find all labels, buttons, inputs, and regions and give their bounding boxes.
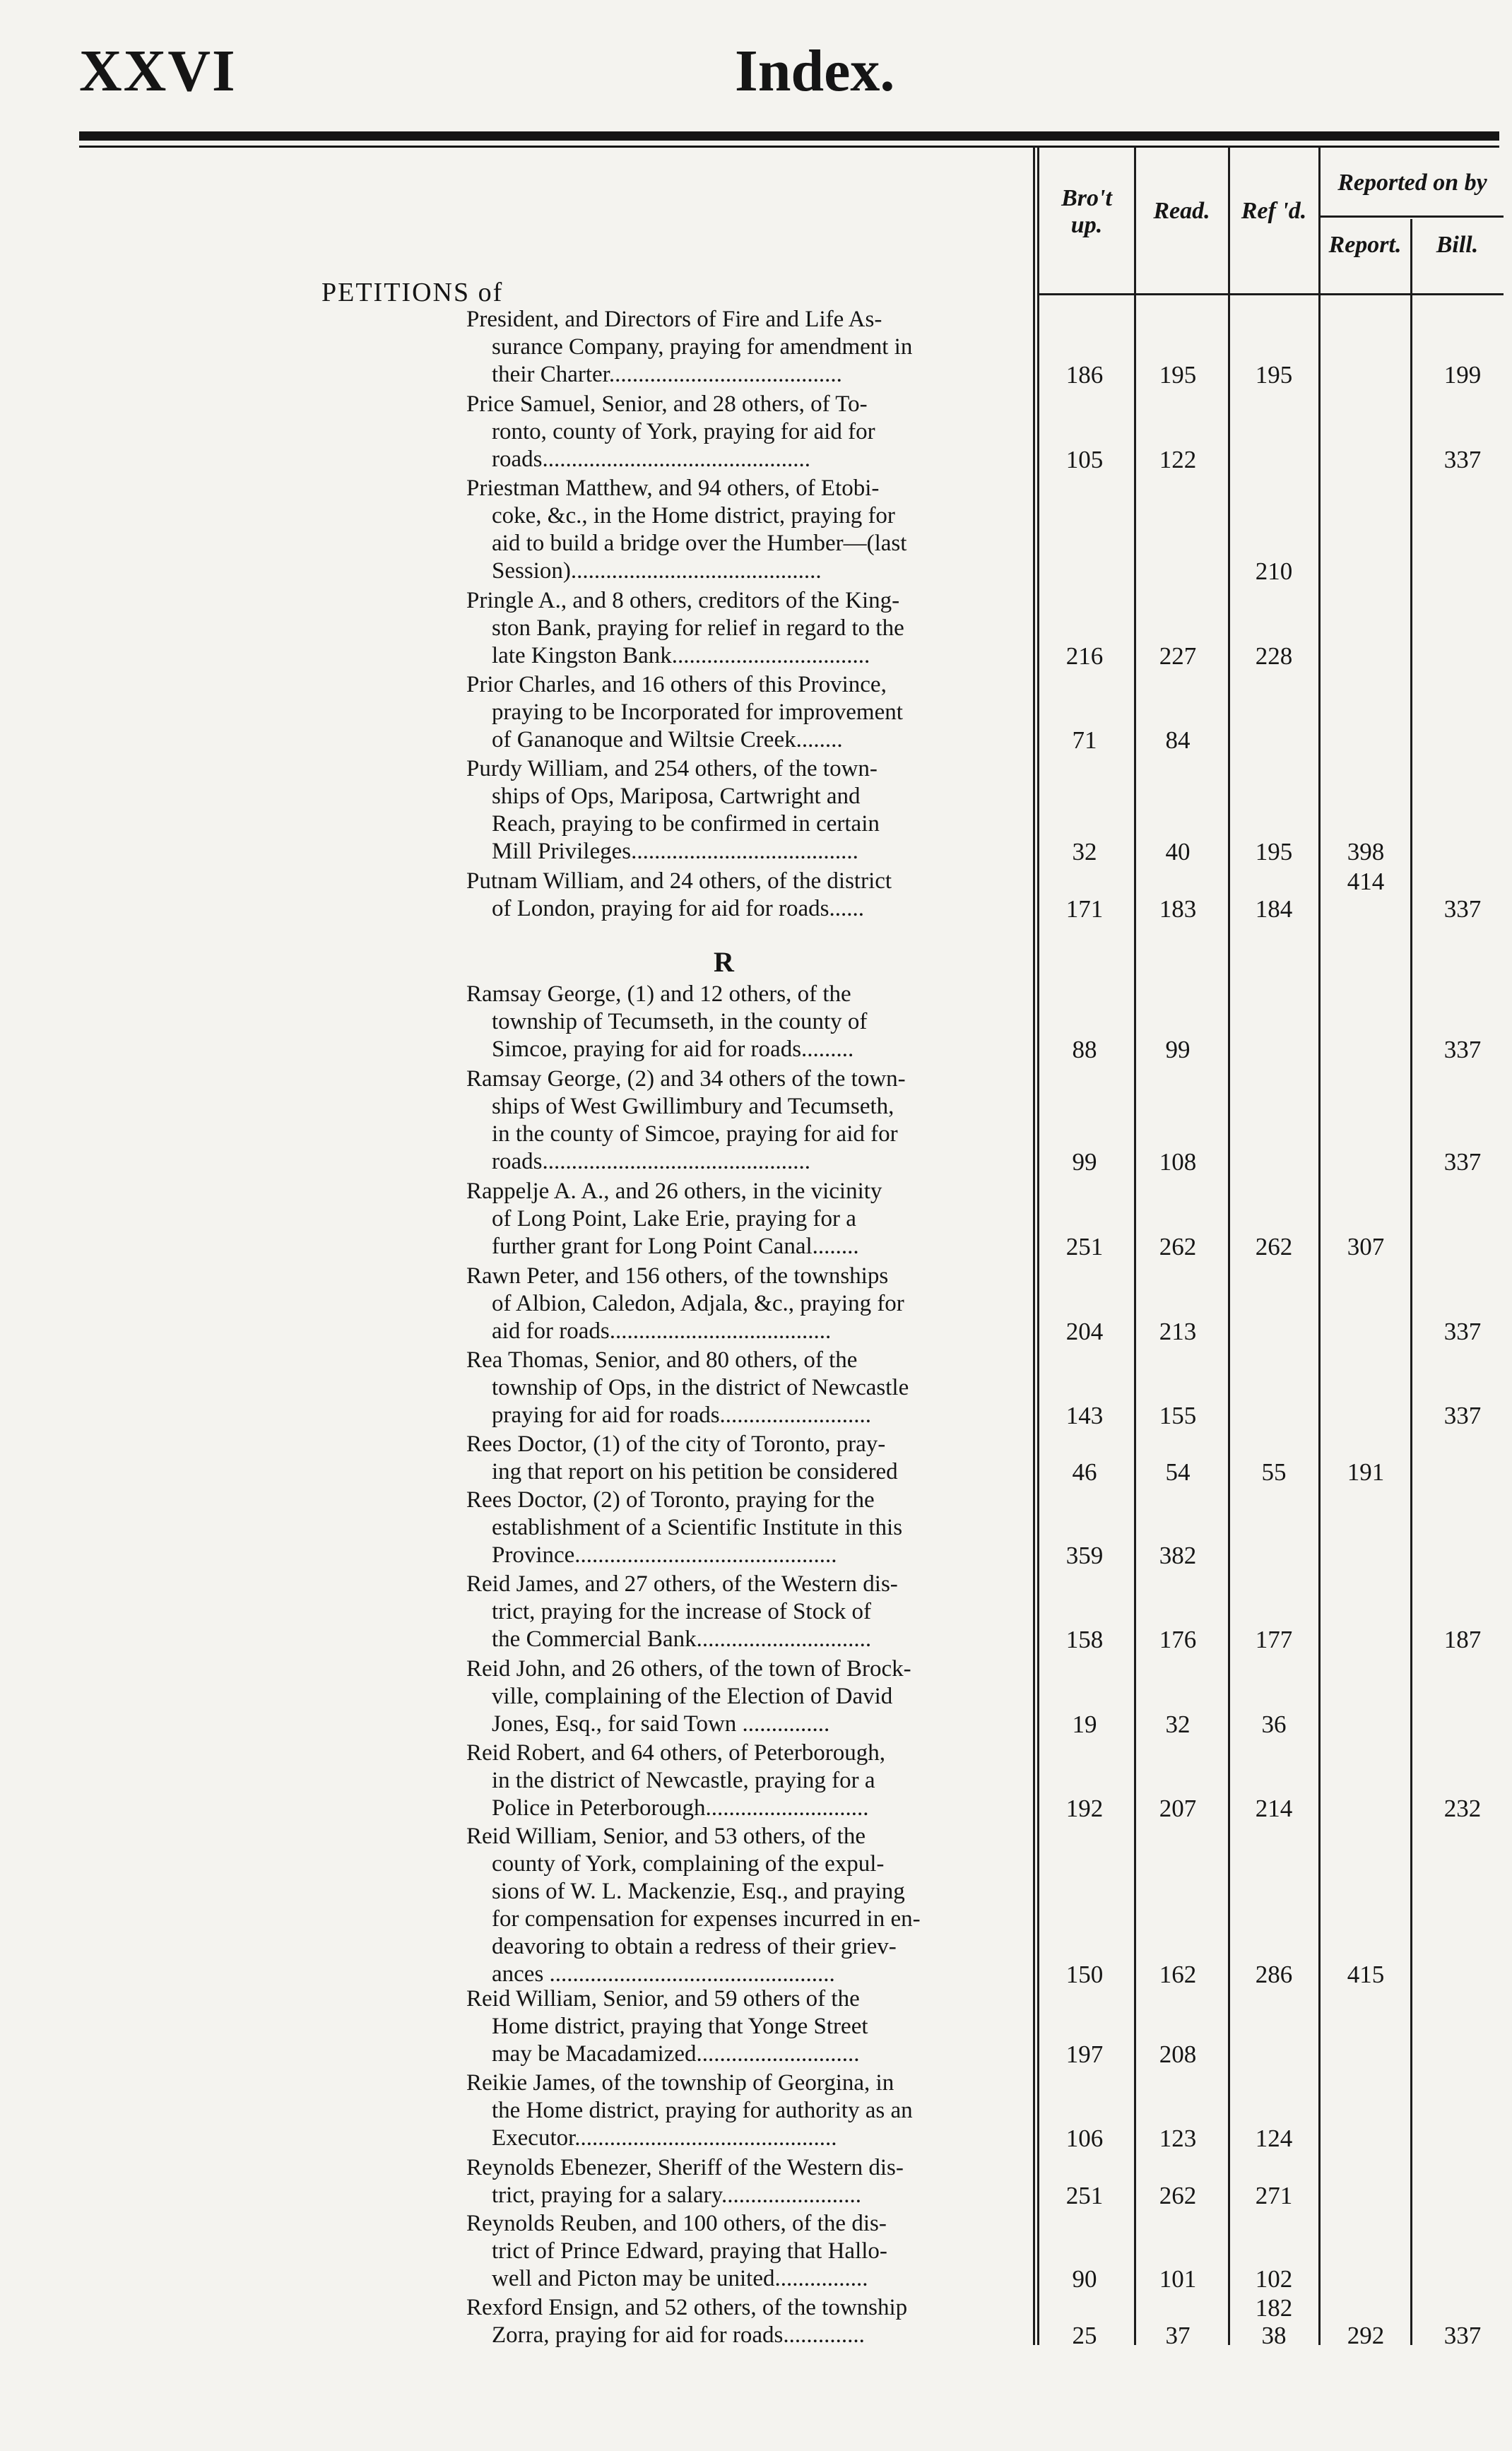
entry-text bbox=[466, 1347, 1024, 1429]
entry-text bbox=[466, 981, 1024, 1063]
value-bill: 187 bbox=[1443, 1626, 1482, 1653]
entry-line: Rexford Ensign, and 52 others, of the township bbox=[466, 2295, 908, 2320]
entry-line: Rawn Peter, and 156 others, of the townships bbox=[466, 1263, 889, 1289]
value-bill: 337 bbox=[1443, 1148, 1482, 1176]
entry-line: Mill Privileges....................................... bbox=[492, 839, 858, 864]
col-head-read: Read. bbox=[1153, 198, 1210, 224]
value-brot: 251 bbox=[1065, 1233, 1104, 1260]
entry-line: of London, praying for aid for roads...... bbox=[492, 896, 864, 921]
col-head-report: Report. bbox=[1328, 232, 1402, 258]
entry-text bbox=[466, 475, 1024, 585]
value-brot: 192 bbox=[1065, 1795, 1104, 1822]
value-read: 123 bbox=[1159, 2125, 1197, 2152]
value-read: 183 bbox=[1159, 895, 1197, 923]
entry-line: roads.............................................. bbox=[492, 1149, 810, 1174]
entry-line: praying to be Incorporated for improvement bbox=[492, 699, 903, 725]
entry-line: Reid Robert, and 64 others, of Peterborough, bbox=[466, 1740, 885, 1766]
entry-line: county of York, complaining of the expul- bbox=[492, 1851, 885, 1877]
value-refd: 184 bbox=[1255, 895, 1293, 923]
header-rule-thin bbox=[79, 146, 1499, 148]
entry-line: Ramsay George, (2) and 34 others of the town- bbox=[466, 1066, 906, 1092]
entry-line: Simcoe, praying for aid for roads......... bbox=[492, 1036, 854, 1062]
value-read: 195 bbox=[1159, 361, 1197, 389]
entry-line: deavoring to obtain a redress of their griev- bbox=[492, 1934, 897, 1959]
entry-line: well and Picton may be united................ bbox=[492, 2266, 868, 2291]
value-read: 99 bbox=[1165, 1036, 1191, 1063]
page-number: XXVI bbox=[79, 38, 237, 104]
entry-line: Priestman Matthew, and 94 others, of Etobi- bbox=[466, 476, 880, 501]
column-rule-read bbox=[1228, 146, 1230, 2345]
value-bill: 337 bbox=[1443, 2322, 1482, 2349]
value-read: 155 bbox=[1159, 1402, 1197, 1429]
entry-line: late Kingston Bank.................................. bbox=[492, 643, 870, 668]
entry-line: in the district of Newcastle, praying for a bbox=[492, 1768, 875, 1793]
letter-heading: R bbox=[714, 946, 734, 978]
value-refd: 195 bbox=[1255, 838, 1293, 866]
value-report: 398 bbox=[1347, 838, 1385, 866]
entry-line: Rees Doctor, (1) of the city of Toronto, pray- bbox=[466, 1431, 886, 1457]
entry-line: the Home district, praying for authority as an bbox=[492, 2098, 913, 2123]
value-brot: 99 bbox=[1072, 1148, 1097, 1176]
entry-text bbox=[466, 1655, 1024, 1738]
entry-text bbox=[466, 2154, 1024, 2209]
value-read: 208 bbox=[1159, 2040, 1197, 2068]
value-refd: 228 bbox=[1255, 642, 1293, 670]
entry-line: of Albion, Caledon, Adjala, &c., praying for bbox=[492, 1291, 904, 1316]
entry-text bbox=[466, 1263, 1024, 1345]
value-bill: 337 bbox=[1443, 1402, 1482, 1429]
value-bill: 337 bbox=[1443, 446, 1482, 473]
column-rule-text-2 bbox=[1037, 146, 1039, 2345]
entry-line: Reid William, Senior, and 53 others, of the bbox=[466, 1824, 866, 1849]
value-read: 32 bbox=[1165, 1711, 1191, 1738]
column-rule-refd bbox=[1318, 146, 1321, 2345]
entry-text bbox=[466, 1985, 1024, 2068]
value-bill: 232 bbox=[1443, 1795, 1482, 1822]
value-brot: 25 bbox=[1072, 2322, 1097, 2349]
col-head-brot: Bro't up. bbox=[1061, 185, 1112, 238]
value-bill: 337 bbox=[1443, 895, 1482, 923]
entry-line: Reid James, and 27 others, of the Western dis- bbox=[466, 1571, 898, 1597]
value-brot: 197 bbox=[1065, 2040, 1104, 2068]
value-read: 207 bbox=[1159, 1795, 1197, 1822]
entry-line: Jones, Esq., for said Town ............... bbox=[492, 1711, 830, 1737]
entry-line: coke, &c., in the Home district, praying for bbox=[492, 503, 895, 528]
value-bill: 199 bbox=[1443, 361, 1482, 389]
entry-line: surance Company, praying for amendment in bbox=[492, 334, 913, 360]
entry-line: Police in Peterborough............................ bbox=[492, 1795, 869, 1821]
entry-line: of Gananoque and Wiltsie Creek........ bbox=[492, 727, 843, 752]
entry-line: Reid William, Senior, and 59 others of the bbox=[466, 1986, 860, 2012]
col-head-reported: Reported on by bbox=[1337, 170, 1487, 196]
entry-line: Executor............................................. bbox=[492, 2125, 837, 2151]
entry-line: ronto, county of York, praying for aid for bbox=[492, 419, 875, 444]
value-read: 176 bbox=[1159, 1626, 1197, 1653]
entry-line: further grant for Long Point Canal........ bbox=[492, 1234, 859, 1259]
value-read: 40 bbox=[1165, 838, 1191, 866]
entry-text bbox=[466, 868, 1024, 923]
value-bill: 337 bbox=[1443, 1036, 1482, 1063]
entry-line: trict of Prince Edward, praying that Hallo- bbox=[492, 2238, 887, 2264]
entry-line: Putnam William, and 24 others, of the district bbox=[466, 868, 892, 894]
entry-line: Session)........................................... bbox=[492, 558, 822, 584]
value-refd: 177 bbox=[1255, 1626, 1293, 1653]
value-brot: 105 bbox=[1065, 446, 1104, 473]
entry-text bbox=[466, 1431, 1024, 1486]
entry-line: ing that report on his petition be considered bbox=[492, 1459, 898, 1484]
entry-line: ston Bank, praying for relief in regard to the bbox=[492, 615, 904, 641]
entry-line: President, and Directors of Fire and Life As- bbox=[466, 307, 882, 332]
value-refd: 124 bbox=[1255, 2125, 1293, 2152]
entry-line: Zorra, praying for aid for roads.............. bbox=[492, 2322, 865, 2348]
value-read: 108 bbox=[1159, 1148, 1197, 1176]
entry-line: Prior Charles, and 16 others of this Province, bbox=[466, 672, 887, 697]
entry-line: trict, praying for a salary........................ bbox=[492, 2183, 861, 2208]
value-report: 414 bbox=[1347, 868, 1385, 895]
col-head-refd: Ref 'd. bbox=[1241, 198, 1307, 224]
value-bill: 337 bbox=[1443, 1318, 1482, 1345]
entry-line: aid to build a bridge over the Humber—(last bbox=[492, 531, 907, 556]
entry-line: establishment of a Scientific Institute in this bbox=[492, 1515, 903, 1540]
column-rule-text bbox=[1033, 146, 1035, 2345]
header-bottom-rule bbox=[1037, 293, 1504, 295]
value-read: 382 bbox=[1159, 1542, 1197, 1569]
value-refd-second: 38 bbox=[1261, 2322, 1287, 2349]
value-brot: 251 bbox=[1065, 2182, 1104, 2209]
value-brot: 186 bbox=[1065, 361, 1104, 389]
entry-line: Ramsay George, (1) and 12 others, of the bbox=[466, 981, 851, 1007]
value-read: 84 bbox=[1165, 726, 1191, 754]
entry-text bbox=[466, 2294, 1024, 2349]
value-read: 213 bbox=[1159, 1318, 1197, 1345]
entry-line: township of Tecumseth, in the county of bbox=[492, 1009, 868, 1034]
entry-line: Reach, praying to be confirmed in certain bbox=[492, 811, 880, 837]
value-brot: 32 bbox=[1072, 838, 1097, 866]
entry-text bbox=[466, 306, 1024, 389]
value-read: 101 bbox=[1159, 2265, 1197, 2293]
entry-line: Price Samuel, Senior, and 28 others, of To- bbox=[466, 391, 868, 417]
entry-line: sions of W. L. Mackenzie, Esq., and praying bbox=[492, 1879, 905, 1904]
value-report: 415 bbox=[1347, 1961, 1385, 1988]
entry-text bbox=[466, 2210, 1024, 2293]
header-rule-thick bbox=[79, 131, 1499, 141]
value-refd: 182 bbox=[1255, 2294, 1293, 2322]
value-brot: 90 bbox=[1072, 2265, 1097, 2293]
value-read: 54 bbox=[1165, 1458, 1191, 1486]
entry-line: the Commercial Bank.............................. bbox=[492, 1626, 872, 1652]
value-refd: 286 bbox=[1255, 1961, 1293, 1988]
value-refd: 214 bbox=[1255, 1795, 1293, 1822]
entry-line: trict, praying for the increase of Stock of bbox=[492, 1599, 871, 1624]
entry-line: Reynolds Reuben, and 100 others, of the dis- bbox=[466, 2211, 887, 2236]
entry-text bbox=[466, 1487, 1024, 1569]
value-read: 122 bbox=[1159, 446, 1197, 473]
value-refd: 210 bbox=[1255, 557, 1293, 585]
entry-line: Province............................................. bbox=[492, 1542, 837, 1568]
entry-line: Reynolds Ebenezer, Sheriff of the Western dis- bbox=[466, 2155, 904, 2180]
column-rule-brot bbox=[1134, 146, 1136, 2345]
entry-line: praying for aid for roads.......................... bbox=[492, 1402, 872, 1428]
value-refd: 102 bbox=[1255, 2265, 1293, 2293]
value-refd: 36 bbox=[1261, 1711, 1287, 1738]
section-label: PETITIONS of bbox=[321, 278, 504, 307]
entry-text bbox=[466, 1823, 1024, 1988]
entry-line: in the county of Simcoe, praying for aid for bbox=[492, 1121, 898, 1147]
entry-line: ville, complaining of the Election of David bbox=[492, 1684, 893, 1709]
value-brot: 143 bbox=[1065, 1402, 1104, 1429]
entry-line: Rees Doctor, (2) of Toronto, praying for the bbox=[466, 1487, 875, 1513]
entry-line: Rappelje A. A., and 26 others, in the vicinity bbox=[466, 1179, 882, 1204]
value-read: 162 bbox=[1159, 1961, 1197, 1988]
value-refd: 195 bbox=[1255, 361, 1293, 389]
entry-line: Rea Thomas, Senior, and 80 others, of the bbox=[466, 1347, 858, 1373]
value-read: 262 bbox=[1159, 2182, 1197, 2209]
entry-text bbox=[466, 1065, 1024, 1176]
value-brot: 106 bbox=[1065, 2125, 1104, 2152]
column-rule-report bbox=[1410, 219, 1412, 2345]
entry-text bbox=[466, 1178, 1024, 1260]
entry-line: Purdy William, and 254 others, of the town- bbox=[466, 756, 878, 781]
value-read: 262 bbox=[1159, 1233, 1197, 1260]
value-brot: 216 bbox=[1065, 642, 1104, 670]
entry-line: Reid John, and 26 others, of the town of Brock- bbox=[466, 1656, 911, 1682]
value-read: 227 bbox=[1159, 642, 1197, 670]
entry-line: roads.............................................. bbox=[492, 447, 810, 472]
col-head-bill: Bill. bbox=[1436, 232, 1479, 258]
value-brot: 88 bbox=[1072, 1036, 1097, 1063]
entry-text bbox=[466, 755, 1024, 866]
entry-text bbox=[466, 1740, 1024, 1822]
entry-line: ships of Ops, Mariposa, Cartwright and bbox=[492, 784, 861, 809]
entry-text bbox=[466, 587, 1024, 670]
value-brot: 19 bbox=[1072, 1711, 1097, 1738]
entry-text bbox=[466, 391, 1024, 473]
entry-line: Home district, praying that Yonge Street bbox=[492, 2014, 868, 2039]
value-refd: 262 bbox=[1255, 1233, 1293, 1260]
entry-line: Pringle A., and 8 others, creditors of the King- bbox=[466, 588, 900, 613]
value-brot: 158 bbox=[1065, 1626, 1104, 1653]
value-brot: 204 bbox=[1065, 1318, 1104, 1345]
value-read: 37 bbox=[1165, 2322, 1191, 2349]
value-report: 307 bbox=[1347, 1233, 1385, 1260]
entry-line: ships of West Gwillimbury and Tecumseth, bbox=[492, 1094, 894, 1119]
entry-line: Reikie James, of the township of Georgina, in bbox=[466, 2070, 894, 2096]
value-brot: 150 bbox=[1065, 1961, 1104, 1988]
reported-under-rule bbox=[1318, 215, 1504, 218]
value-report: 191 bbox=[1347, 1458, 1385, 1486]
value-refd: 55 bbox=[1261, 1458, 1287, 1486]
value-refd: 271 bbox=[1255, 2182, 1293, 2209]
value-brot: 359 bbox=[1065, 1542, 1104, 1569]
entry-line: ances ................................................. bbox=[492, 1961, 835, 1987]
value-brot: 71 bbox=[1072, 726, 1097, 754]
entry-line: township of Ops, in the district of Newcastle bbox=[492, 1375, 909, 1400]
value-brot: 46 bbox=[1072, 1458, 1097, 1486]
entry-line: aid for roads...................................... bbox=[492, 1318, 832, 1344]
entry-line: for compensation for expenses incurred in en- bbox=[492, 1906, 921, 1932]
page-title: Index. bbox=[735, 38, 895, 104]
entry-line: their Charter........................................ bbox=[492, 362, 842, 387]
entry-text bbox=[466, 1571, 1024, 1653]
entry-line: of Long Point, Lake Erie, praying for a bbox=[492, 1206, 856, 1232]
entry-line: may be Macadamized............................ bbox=[492, 2041, 860, 2067]
entry-text bbox=[466, 2069, 1024, 2152]
entry-text bbox=[466, 671, 1024, 754]
value-brot: 171 bbox=[1065, 895, 1104, 923]
value-report: 292 bbox=[1347, 2322, 1385, 2349]
